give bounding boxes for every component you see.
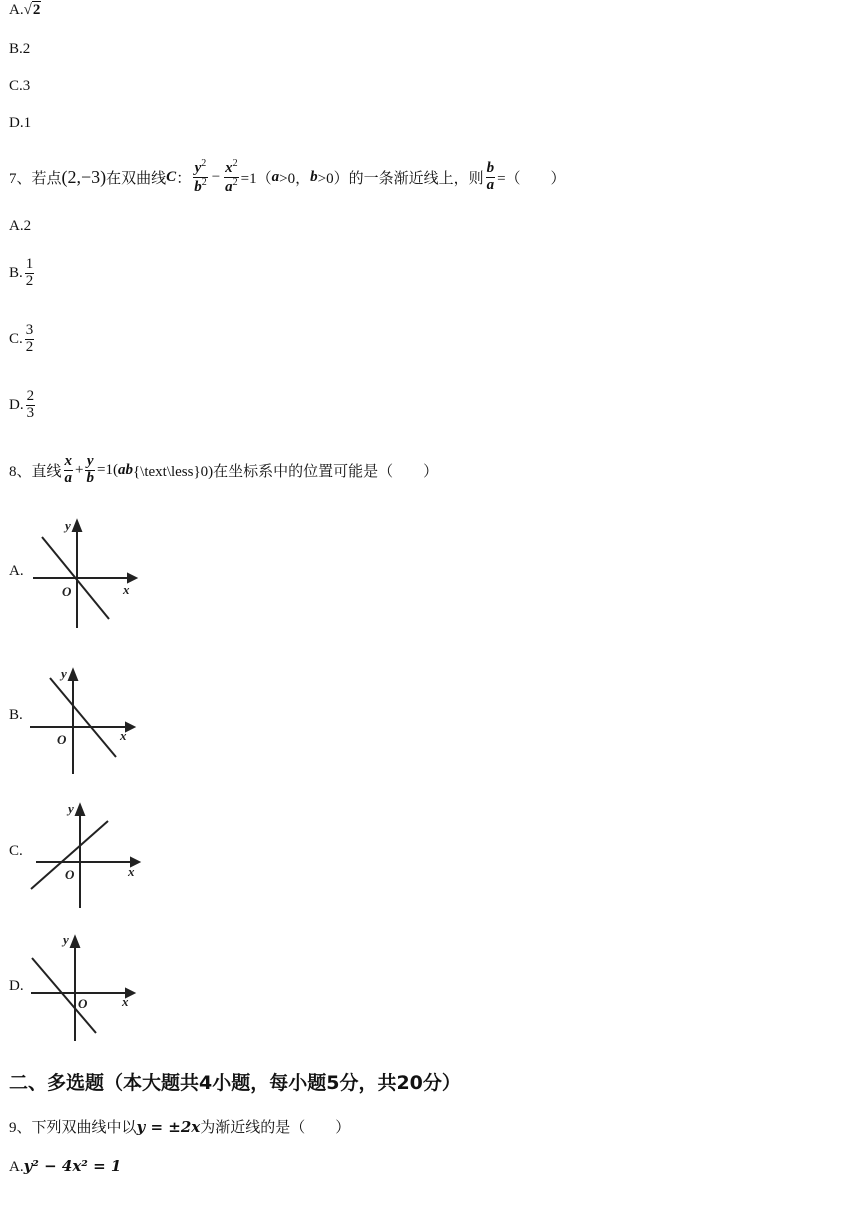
q9-option-a-equation: y² − 4x² = 1 xyxy=(23,1157,122,1175)
fraction-y-over-b: $\frac{y}{b}$ xyxy=(86,452,94,486)
q9-option-a: A.y² − 4x² = 1 xyxy=(9,1157,122,1175)
question-7: 7、若点 (2,−3) 在双曲线 C ： $\frac{y^2}{b^2}$ − $\frac{x^2}{a^2}$ =1（ a >0， b >0）的一条渐近线上，则 $\frac{b}{a}$ =（ ） xyxy=(9,157,566,195)
fraction: $\frac{1}{2}$ xyxy=(25,256,34,289)
q8-option-b-graph xyxy=(28,662,143,778)
q7-option-a: A.2 xyxy=(9,218,32,234)
q7-text: 在双曲线 xyxy=(106,170,167,187)
q7-eq-tail: =1（ xyxy=(240,170,272,187)
fraction: $\frac{2}{3}$ xyxy=(26,388,35,421)
svg-text:x: x xyxy=(122,994,129,1009)
q8-option-c-label: C. xyxy=(9,843,23,859)
svg-text:O: O xyxy=(65,867,75,882)
q7-option-d: D. $\frac{2}{3}$ xyxy=(9,388,35,421)
q7-option-c: C. $\frac{3}{2}$ xyxy=(9,322,34,355)
question-9: 9、下列双曲线中以y = ±2x为渐近线的是（ ） xyxy=(9,1118,351,1136)
svg-text:y: y xyxy=(65,518,71,533)
q6-option-d: D.1 xyxy=(9,115,32,131)
q7-answer-blank: =（ ） xyxy=(497,170,566,187)
q7-curve-name: C xyxy=(166,168,177,185)
q8-option-a-graph xyxy=(28,513,143,633)
q7-colon: ： xyxy=(176,170,192,187)
question-8: 8、直线 $\frac{x}{a}$ + $\frac{y}{b}$ =1( ab {\text\less}0)在坐标系中的位置可能是（ ） xyxy=(9,452,439,486)
q8-option-d-graph xyxy=(28,930,143,1045)
fraction-x-over-a: $\frac{x}{a}$ xyxy=(64,452,73,486)
fraction: $\frac{3}{2}$ xyxy=(25,322,34,355)
sqrt-expression: √2 xyxy=(23,2,41,18)
q8-option-d-label: D. xyxy=(9,978,24,994)
q6-option-c: C.3 xyxy=(9,78,31,94)
section-heading: 二、多选题（本大题共4小题，每小题5分，共20分） xyxy=(9,1072,461,1094)
q7-number: 7、若点 xyxy=(9,170,62,187)
q7-point: (2,−3) xyxy=(61,166,107,187)
q8-option-c-graph xyxy=(28,797,148,912)
svg-text:x: x xyxy=(120,728,127,743)
svg-text:y: y xyxy=(63,932,69,947)
svg-text:O: O xyxy=(78,996,88,1011)
q6-option-a xyxy=(9,2,41,19)
svg-text:O: O xyxy=(62,584,72,599)
q7-option-b: B. $\frac{1}{2}$ xyxy=(9,256,34,289)
svg-text:x: x xyxy=(123,582,130,597)
option-label: A. xyxy=(9,2,24,18)
q6-option-b: B.2 xyxy=(9,41,31,57)
fraction-x2-a2: $\frac{x^2}{a^2}$ xyxy=(225,157,238,195)
svg-text:y: y xyxy=(68,801,74,816)
fraction-b-over-a: $\frac{b}{a}$ xyxy=(486,159,495,193)
svg-text:x: x xyxy=(128,864,135,879)
svg-text:y: y xyxy=(61,666,67,681)
q8-option-b-label: B. xyxy=(9,707,23,723)
q8-option-a-label: A. xyxy=(9,563,24,579)
q9-asymptote-equation: y = ±2x xyxy=(136,1118,201,1136)
fraction-y2-b2: $\frac{y^2}{b^2}$ xyxy=(194,157,207,195)
svg-text:O: O xyxy=(57,732,67,747)
